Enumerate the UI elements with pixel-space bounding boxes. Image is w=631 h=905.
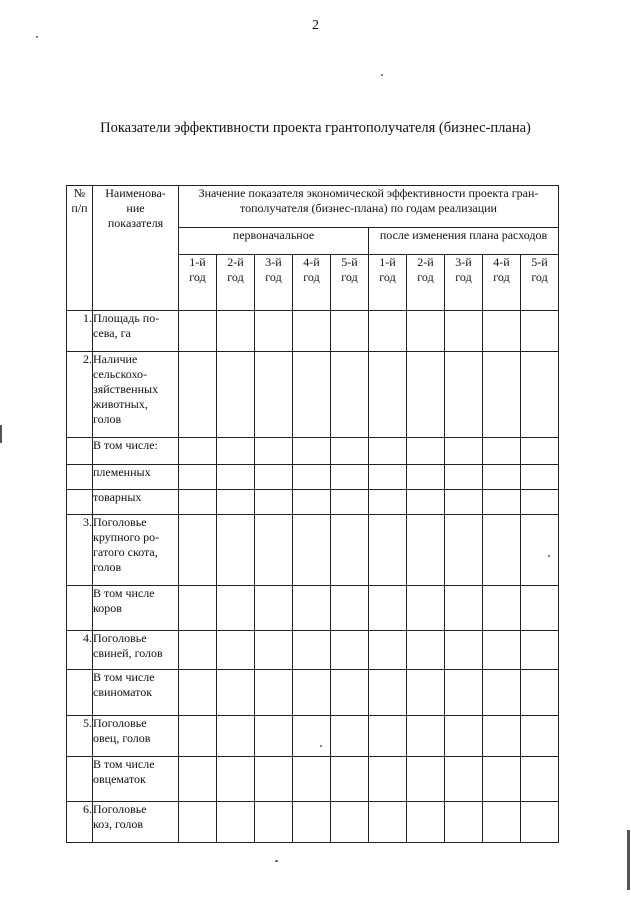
value-cell xyxy=(521,465,559,490)
table-row xyxy=(67,631,559,670)
document-title: Показатели эффективности проекта грантополучателя (бизнес-плана) xyxy=(100,120,531,136)
value-cell xyxy=(445,757,483,802)
row-indicator-name xyxy=(93,465,179,490)
value-cell xyxy=(369,515,407,586)
year-label: 3-й xyxy=(455,255,472,269)
indicator-name-line: свиней, голов xyxy=(93,646,163,660)
indicator-name-line: голов xyxy=(93,560,122,574)
year-label: 5-й xyxy=(531,255,548,269)
table-row xyxy=(67,586,559,631)
value-cell xyxy=(179,352,217,438)
indicator-name-line: коз, голов xyxy=(93,817,144,831)
value-cell xyxy=(179,490,217,515)
value-cell xyxy=(293,311,331,352)
value-cell xyxy=(407,631,445,670)
year-unit: год xyxy=(493,270,510,284)
value-cell xyxy=(521,311,559,352)
value-cell xyxy=(407,802,445,843)
header-year-initial-2 xyxy=(217,255,255,311)
header-number xyxy=(67,186,93,311)
value-cell xyxy=(331,757,369,802)
header-value-line-1: Значение показателя экономической эффективности проекта гран- xyxy=(198,186,539,200)
header-group-initial: первоначальное xyxy=(179,228,369,255)
value-cell xyxy=(293,515,331,586)
indicator-name-line: товарных xyxy=(93,490,142,504)
value-cell xyxy=(331,716,369,757)
header-number-line-1: № xyxy=(73,186,86,200)
value-cell xyxy=(179,515,217,586)
value-cell xyxy=(369,757,407,802)
value-cell xyxy=(407,670,445,716)
value-cell xyxy=(293,716,331,757)
value-cell xyxy=(369,438,407,465)
indicator-name-line: В том числе: xyxy=(93,438,158,452)
year-label: 2-й xyxy=(227,255,244,269)
year-unit: год xyxy=(265,270,282,284)
indicator-name-line: Наличие xyxy=(93,352,138,366)
value-cell xyxy=(331,352,369,438)
value-cell xyxy=(217,802,255,843)
header-name-line-1: Наименова- xyxy=(105,186,166,200)
value-cell xyxy=(331,631,369,670)
header-year-after-5 xyxy=(521,255,559,311)
value-cell xyxy=(217,352,255,438)
value-cell xyxy=(217,670,255,716)
value-cell xyxy=(369,311,407,352)
row-number xyxy=(67,586,93,631)
value-cell xyxy=(483,311,521,352)
indicator-name-line: крупного ро- xyxy=(93,530,160,544)
value-cell xyxy=(255,490,293,515)
value-cell xyxy=(179,586,217,631)
value-cell xyxy=(255,515,293,586)
value-cell xyxy=(483,490,521,515)
header-name xyxy=(93,186,179,311)
table-body xyxy=(67,311,559,843)
year-unit: год xyxy=(417,270,434,284)
indicator-name-line: Площадь по- xyxy=(93,311,160,325)
value-cell xyxy=(483,352,521,438)
header-value-line-2: тополучателя (бизнес-плана) по годам реализации xyxy=(240,201,497,215)
header-year-after-3 xyxy=(445,255,483,311)
table-row xyxy=(67,670,559,716)
value-cell xyxy=(217,757,255,802)
value-cell xyxy=(255,716,293,757)
value-cell xyxy=(445,465,483,490)
row-number xyxy=(67,670,93,716)
value-cell xyxy=(331,490,369,515)
page-number: 2 xyxy=(312,18,319,33)
value-cell xyxy=(445,515,483,586)
header-year-after-1 xyxy=(369,255,407,311)
row-indicator-name xyxy=(93,716,179,757)
value-cell xyxy=(255,757,293,802)
value-cell xyxy=(293,465,331,490)
indicator-name-line: В том числе xyxy=(93,670,155,684)
value-cell xyxy=(407,586,445,631)
value-cell xyxy=(255,465,293,490)
value-cell xyxy=(255,670,293,716)
year-unit: год xyxy=(341,270,358,284)
value-cell xyxy=(217,465,255,490)
scan-speck xyxy=(36,36,38,38)
table-row xyxy=(67,465,559,490)
value-cell xyxy=(483,515,521,586)
indicator-name-line: голов xyxy=(93,412,122,426)
value-cell xyxy=(483,465,521,490)
value-cell xyxy=(179,311,217,352)
year-unit: год xyxy=(227,270,244,284)
value-cell xyxy=(521,438,559,465)
table-row xyxy=(67,490,559,515)
value-cell xyxy=(407,352,445,438)
value-cell xyxy=(293,438,331,465)
value-cell xyxy=(179,631,217,670)
value-cell xyxy=(445,631,483,670)
indicator-name-line: свиноматок xyxy=(93,685,153,699)
scan-speck xyxy=(275,860,278,862)
header-value xyxy=(179,186,559,228)
indicator-name-line: Поголовье xyxy=(93,802,147,816)
value-cell xyxy=(255,802,293,843)
indicator-name-line: гатого скота, xyxy=(93,545,158,559)
value-cell xyxy=(331,438,369,465)
value-cell xyxy=(331,586,369,631)
header-year-initial-4 xyxy=(293,255,331,311)
indicator-name-line: овцематок xyxy=(93,772,146,786)
indicator-name-line: Поголовье xyxy=(93,716,147,730)
value-cell xyxy=(445,670,483,716)
value-cell xyxy=(369,465,407,490)
header-year-initial-5 xyxy=(331,255,369,311)
row-indicator-name xyxy=(93,311,179,352)
value-cell xyxy=(255,586,293,631)
row-number: 4. xyxy=(67,631,93,670)
table-row xyxy=(67,352,559,438)
value-cell xyxy=(445,352,483,438)
value-cell xyxy=(407,515,445,586)
indicator-name-line: животных, xyxy=(93,397,148,411)
row-indicator-name xyxy=(93,757,179,802)
value-cell xyxy=(217,631,255,670)
header-number-line-2: п/п xyxy=(71,201,88,215)
value-cell xyxy=(521,490,559,515)
value-cell xyxy=(179,465,217,490)
value-cell xyxy=(521,716,559,757)
value-cell xyxy=(521,586,559,631)
indicator-name-line: Поголовье xyxy=(93,631,147,645)
indicator-name-line: племенных xyxy=(93,465,151,479)
row-number xyxy=(67,465,93,490)
indicators-table xyxy=(66,185,559,843)
year-unit: год xyxy=(189,270,206,284)
year-unit: год xyxy=(455,270,472,284)
value-cell xyxy=(521,631,559,670)
value-cell xyxy=(255,631,293,670)
value-cell xyxy=(255,311,293,352)
value-cell xyxy=(521,352,559,438)
value-cell xyxy=(331,515,369,586)
value-cell xyxy=(293,490,331,515)
value-cell xyxy=(179,802,217,843)
row-indicator-name xyxy=(93,670,179,716)
scan-edge-mark xyxy=(0,425,2,443)
value-cell xyxy=(293,757,331,802)
value-cell xyxy=(483,438,521,465)
value-cell xyxy=(483,631,521,670)
value-cell xyxy=(293,802,331,843)
value-cell xyxy=(407,438,445,465)
row-number xyxy=(67,438,93,465)
value-cell xyxy=(521,670,559,716)
row-indicator-name xyxy=(93,490,179,515)
year-unit: год xyxy=(303,270,320,284)
row-number xyxy=(67,757,93,802)
header-name-line-3: показателя xyxy=(107,216,164,230)
value-cell xyxy=(331,802,369,843)
year-label: 5-й xyxy=(341,255,358,269)
header-year-initial-3 xyxy=(255,255,293,311)
table-row xyxy=(67,515,559,586)
value-cell xyxy=(445,802,483,843)
value-cell xyxy=(483,586,521,631)
table-row xyxy=(67,757,559,802)
value-cell xyxy=(369,670,407,716)
year-label: 2-й xyxy=(417,255,434,269)
value-cell xyxy=(179,757,217,802)
value-cell xyxy=(179,438,217,465)
value-cell xyxy=(483,716,521,757)
table-row xyxy=(67,438,559,465)
value-cell xyxy=(483,757,521,802)
value-cell xyxy=(445,311,483,352)
value-cell xyxy=(293,586,331,631)
table-row xyxy=(67,802,559,843)
value-cell xyxy=(331,670,369,716)
table-row xyxy=(67,716,559,757)
indicator-name-line: сева, га xyxy=(93,326,131,340)
value-cell xyxy=(483,802,521,843)
indicator-name-line: В том числе xyxy=(93,757,155,771)
value-cell xyxy=(179,716,217,757)
year-label: 4-й xyxy=(303,255,320,269)
value-cell xyxy=(331,465,369,490)
value-cell xyxy=(217,490,255,515)
indicator-name-line: В том числе xyxy=(93,586,155,600)
header-name-line-2: ние xyxy=(126,201,145,215)
header-year-after-4 xyxy=(483,255,521,311)
indicator-name-line: сельскохо- xyxy=(93,367,148,381)
header-year-after-2 xyxy=(407,255,445,311)
value-cell xyxy=(407,490,445,515)
year-label: 1-й xyxy=(189,255,206,269)
value-cell xyxy=(483,670,521,716)
value-cell xyxy=(407,757,445,802)
row-indicator-name xyxy=(93,352,179,438)
scan-edge-mark xyxy=(627,830,630,890)
row-indicator-name xyxy=(93,802,179,843)
value-cell xyxy=(369,802,407,843)
row-number: 3. xyxy=(67,515,93,586)
indicator-name-line: зяйственных xyxy=(93,382,159,396)
header-group-after: после изменения плана расходов xyxy=(369,228,559,255)
value-cell xyxy=(255,352,293,438)
value-cell xyxy=(217,438,255,465)
row-number: 5. xyxy=(67,716,93,757)
row-indicator-name xyxy=(93,586,179,631)
value-cell xyxy=(445,716,483,757)
header-year-initial-1 xyxy=(179,255,217,311)
value-cell xyxy=(179,670,217,716)
row-indicator-name xyxy=(93,631,179,670)
value-cell xyxy=(217,515,255,586)
value-cell xyxy=(521,757,559,802)
value-cell xyxy=(521,515,559,586)
value-cell xyxy=(445,586,483,631)
row-number: 2. xyxy=(67,352,93,438)
table-row xyxy=(67,311,559,352)
row-number: 1. xyxy=(67,311,93,352)
row-number: 6. xyxy=(67,802,93,843)
row-indicator-name xyxy=(93,515,179,586)
value-cell xyxy=(255,438,293,465)
value-cell xyxy=(369,352,407,438)
indicator-name-line: овец, голов xyxy=(93,731,151,745)
indicator-name-line: коров xyxy=(93,601,122,615)
year-unit: год xyxy=(379,270,396,284)
value-cell xyxy=(217,311,255,352)
value-cell xyxy=(369,716,407,757)
value-cell xyxy=(369,631,407,670)
value-cell xyxy=(293,670,331,716)
value-cell xyxy=(407,465,445,490)
year-label: 4-й xyxy=(493,255,510,269)
value-cell xyxy=(293,631,331,670)
indicator-name-line: Поголовье xyxy=(93,515,147,529)
value-cell xyxy=(521,802,559,843)
value-cell xyxy=(407,716,445,757)
row-indicator-name xyxy=(93,438,179,465)
year-unit: год xyxy=(531,270,548,284)
value-cell xyxy=(445,438,483,465)
row-number xyxy=(67,490,93,515)
scan-speck xyxy=(381,74,383,76)
value-cell xyxy=(407,311,445,352)
year-label: 3-й xyxy=(265,255,282,269)
value-cell xyxy=(293,352,331,438)
value-cell xyxy=(369,586,407,631)
value-cell xyxy=(369,490,407,515)
year-label: 1-й xyxy=(379,255,396,269)
value-cell xyxy=(445,490,483,515)
value-cell xyxy=(331,311,369,352)
value-cell xyxy=(217,586,255,631)
value-cell xyxy=(217,716,255,757)
